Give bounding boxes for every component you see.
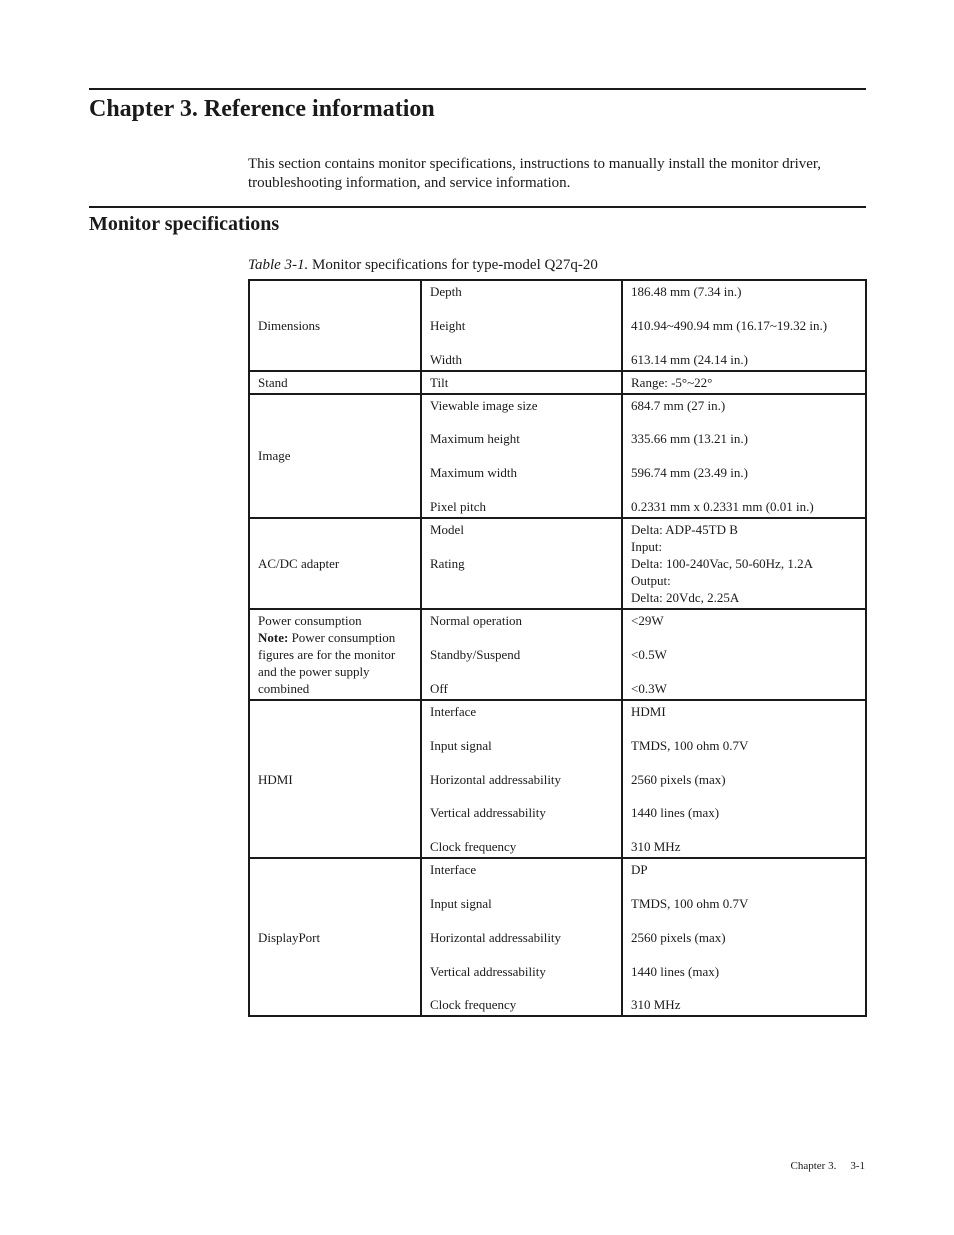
item-label: Vertical addressability: [430, 963, 546, 979]
row-values: [622, 394, 866, 518]
row-category: AC/DC adapter: [249, 518, 421, 609]
table-row: [249, 858, 866, 1016]
item-value: <29W: [631, 612, 664, 628]
item-label: Width: [430, 351, 462, 367]
table-row: [249, 371, 866, 394]
item-label: Maximum width: [430, 465, 518, 481]
footer-chapter: Chapter 3.: [790, 1160, 837, 1172]
row-values: [622, 700, 866, 858]
row-category: Dimensions: [249, 280, 421, 371]
item-label: Vertical addressability: [430, 805, 546, 821]
item-value: Delta: 20Vdc, 2.25A: [631, 589, 740, 605]
row-category: Image: [249, 394, 421, 518]
spec-table: [248, 279, 867, 1017]
row-values: [622, 518, 866, 609]
item-value: 596.74 mm (23.49 in.): [631, 465, 748, 481]
item-label: Maximum height: [430, 431, 520, 447]
item-value: Range: -5°~22°: [631, 374, 713, 390]
item-value: 410.94~490.94 mm (16.17~19.32 in.): [631, 317, 828, 333]
row-values: [622, 609, 866, 700]
item-label: Depth: [430, 284, 462, 299]
row-category: Stand: [249, 371, 421, 394]
item-label: Rating: [430, 555, 465, 571]
row-values: [622, 858, 866, 1016]
table-row: [249, 700, 866, 858]
row-category-label: Power consumption: [258, 612, 362, 628]
item-label: Pixel pitch: [430, 498, 486, 514]
item-value: HDMI: [631, 703, 666, 719]
note-text: Power consumption figures are for the monitor and the power supply combined: [258, 629, 396, 696]
chapter-rule: [89, 88, 866, 90]
chapter-title: Chapter 3. Reference information: [89, 96, 435, 122]
row-items: [421, 371, 622, 394]
item-value: 2560 pixels (max): [631, 929, 726, 945]
row-category: [249, 609, 421, 700]
intro-paragraph: This section contains monitor specifications, instructions to manually install the monitor driver, troubleshooting information, and service information.: [248, 156, 822, 191]
item-value: <0.3W: [631, 680, 667, 696]
item-label: Horizontal addressability: [430, 771, 562, 787]
item-label: Height: [430, 317, 466, 333]
note-label: Note:: [258, 629, 289, 645]
page-footer: [791, 1159, 866, 1173]
item-value: 0.2331 mm x 0.2331 mm (0.01 in.): [631, 498, 814, 514]
item-label: Horizontal addressability: [430, 929, 562, 945]
item-value: TMDS, 100 ohm 0.7V: [631, 895, 749, 911]
table-caption: [248, 256, 598, 274]
row-items: [421, 609, 622, 700]
row-items: [421, 700, 622, 858]
row-category: DisplayPort: [249, 858, 421, 1016]
page-number: 3-1: [850, 1160, 865, 1172]
row-values: [622, 280, 866, 371]
item-value: 335.66 mm (13.21 in.): [631, 431, 748, 447]
table-row: [249, 394, 866, 518]
row-items: [421, 394, 622, 518]
item-label: Tilt: [430, 374, 449, 390]
item-label: Interface: [430, 703, 477, 719]
item-value: DP: [631, 862, 648, 878]
item-label: Clock frequency: [430, 839, 517, 855]
table-caption-text: Monitor specifications for type-model Q27q-20: [308, 257, 598, 273]
item-value: 310 MHz: [631, 997, 681, 1013]
item-label: Model: [430, 521, 464, 537]
row-items: [421, 858, 622, 1016]
item-value: 1440 lines (max): [631, 805, 720, 821]
item-value: Output:: [631, 572, 671, 588]
section-rule: [89, 206, 866, 208]
table-row: [249, 280, 866, 371]
item-value: 186.48 mm (7.34 in.): [631, 284, 742, 299]
item-label: Standby/Suspend: [430, 646, 521, 662]
section-title: Monitor specifications: [89, 213, 280, 235]
item-value: Input:: [631, 538, 663, 554]
item-value: 1440 lines (max): [631, 963, 720, 979]
item-value: 2560 pixels (max): [631, 771, 726, 787]
item-value: Delta: 100-240Vac, 50-60Hz, 1.2A: [631, 555, 813, 571]
item-value: 684.7 mm (27 in.): [631, 397, 726, 413]
table-row: [249, 518, 866, 609]
row-items: [421, 280, 622, 371]
item-value: 613.14 mm (24.14 in.): [631, 351, 748, 367]
item-label: Clock frequency: [430, 997, 517, 1013]
table-caption-label: Table 3-1.: [248, 257, 309, 273]
item-label: Input signal: [430, 895, 492, 911]
row-values: [622, 371, 866, 394]
item-value: TMDS, 100 ohm 0.7V: [631, 737, 749, 753]
item-label: Normal operation: [430, 612, 523, 628]
item-label: Interface: [430, 862, 477, 878]
item-label: Off: [430, 680, 448, 696]
item-label: Viewable image size: [430, 397, 538, 413]
item-value: Delta: ADP-45TD B: [631, 521, 738, 537]
row-category: HDMI: [249, 700, 421, 858]
row-items: [421, 518, 622, 609]
item-value: <0.5W: [631, 646, 667, 662]
item-label: Input signal: [430, 737, 492, 753]
item-value: 310 MHz: [631, 839, 681, 855]
table-row: [249, 609, 866, 700]
